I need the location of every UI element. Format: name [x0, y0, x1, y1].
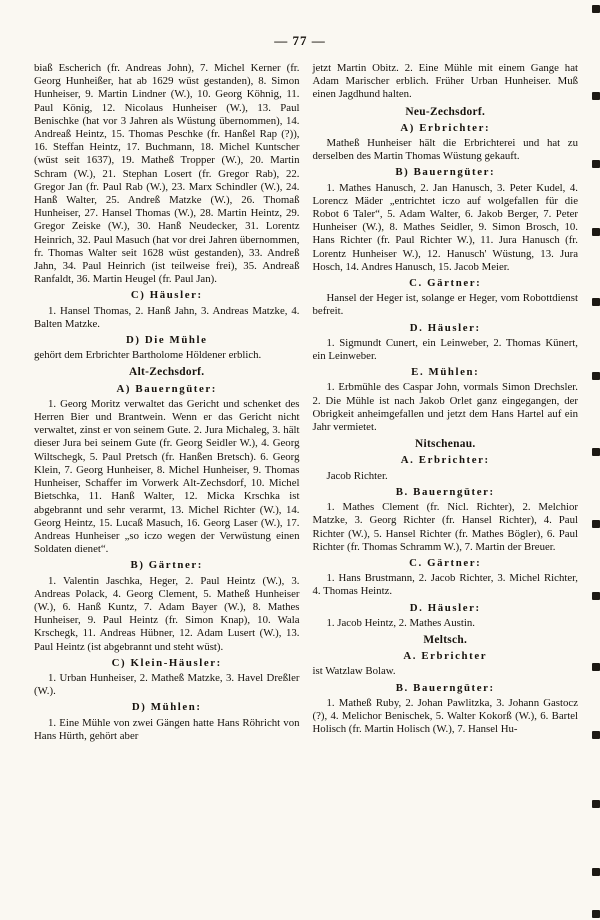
paragraph: 1. Mathes Clement (fr. Nicl. Richter), 2. Melchior Matzke, 3. Georg Richter (fr. Hansel Richter), 4. Paul Richter (W.), 5. Hansel Richter (fr. Mathes Bögler), 6. Paul Richter (fr. Thomas Schramm W.), 7. Martin der Breuer.	[312, 501, 578, 553]
sub-heading: D) Mühlen:	[131, 701, 202, 714]
sub-heading: D. Häusler:	[409, 321, 481, 334]
paragraph: 1. Sigmundt Cunert, ein Leinweber, 2. Thomas Künert, ein Leinweber.	[312, 336, 578, 363]
scan-artifact-mark	[592, 663, 600, 671]
sub-heading: D. Häusler:	[409, 601, 481, 614]
paragraph: Matheß Hunheiser hält die Erbrichterei und hat zu derselben des Martin Thomas Wüstung gekauft.	[312, 137, 578, 163]
right-column	[313, 62, 579, 743]
sub-heading: B) Bauerngüter:	[395, 166, 496, 179]
scan-artifact-mark	[592, 910, 600, 918]
scan-artifact-mark	[592, 228, 600, 236]
page-number: — 77 —	[274, 33, 326, 48]
paragraph: 1. Matheß Ruby, 2. Johan Pawlitzka, 3. Johann Gastocz (?), 4. Melichor Benischek, 5. Walter Kokorß (W.), 6. Bartel Holisch (fr. Martin Holisch (W.), 7. Hansel Hu-	[312, 696, 578, 736]
paragraph: 1. Hans Brustmann, 2. Jacob Richter, 3. Michel Richter, 4. Thomas Heintz.	[312, 572, 578, 598]
scan-artifact-mark	[592, 800, 600, 808]
paragraph: gehört dem Erbrichter Bartholome Höldener erblich.	[34, 349, 262, 362]
paragraph: 1. Erbmühle des Caspar John, vormals Simon Drechsler. 2. Die Mühle ist nach Jakob Orlet ganz eingegangen, der Obrigkeit anheimgefallen und jetzt dem Hans Hartel auf ein Jahr vermietet.	[312, 381, 578, 434]
paragraph: Jacob Richter.	[326, 469, 388, 482]
section-heading: Alt-Zechsdorf.	[129, 366, 205, 379]
sub-heading: A) Erbrichter:	[400, 121, 491, 134]
paragraph: jetzt Martin Obitz. 2. Eine Mühle mit einem Gange hat Adam Marischer erblich. Früher Urban Hunheiser. Muß einen Jagdhund halten.	[312, 62, 578, 101]
scan-artifact-mark	[592, 592, 600, 600]
paragraph: biaß Escherich (fr. Andreas John), 7. Michel Kerner (fr. Georg Hunheißer, hat ab 1629 wüst gestanden), 8. Simon Hunheiser, 9. Martin Lindner (W.), 10. Georg Köhnig, 11. Paul König, 12. Nicolaus Hunheiser (W.), 13. Paul Benischke (hat vor 3 Jahren als Wüstung übernommen), 14. Andreaß Heintz, 15. Thomas Peschke (fr. Hanßel Rap (?)), 16. Steffan Heintz, 17. Buchmann, 18. Michel Kuntscher (wüst seit 1637), 19. Matheß Tropper (W.), 20. Martin Schram (W.), 21. Stephan Losert (fr. Gregor Rab), 22. Gregor Jan (fr. Paul Rab (W.), 23. Marx Schindler (W.), 24. Hanß Walter, 25. Andreß Matzke (W.), 26. Thomaß Hunheiser, 27. Hansel Thomas (W.), 28. Martin Heintz, 29. Gregor Zeiske (W.), 30. Hanß Neudecker, 31. Lorentz Heinrich, 32. Paul Masuch (hat vor drei Jahren übernommen, fr. Thomas Walter seit 1628 wüst gestanden), 33. Andreß Jahn, 34. Paul Heinrich (ist teilweise frei), 35. Andreaß Ranfaldt, 36. Martin Heugel (fr. Paul Jan).	[34, 62, 300, 286]
text-columns	[0, 49, 600, 743]
paragraph: 1. Mathes Hanusch, 2. Jan Hanusch, 3. Peter Kudel, 4. Lorencz Mäder „entrichtet iczo auf wolgefallen für die Robot 6 Taler“, 5. Adam Walter, 6. Jakob Berger, 7. Peter Hunheiser (W.), 8. Mathes Seidler, 9. Simon Brosch, 10. Hans Richter (fr. Paul Richter W.), 11. Jura Hanusch (fr. Lorentz Hunheiser W.), 12. Hanusch' Wüstung, 13. Jura Hosch, 14. Andres Hanusch, 15. Jacob Meier.	[312, 181, 578, 273]
sub-heading: B. Bauerngüter:	[395, 485, 495, 498]
scan-artifact-mark	[592, 5, 600, 13]
scan-artifact-mark	[592, 448, 600, 456]
sub-heading: B) Gärtner:	[130, 559, 203, 572]
sub-heading: A) Bauerngüter:	[116, 382, 217, 395]
scan-artifact-mark	[592, 92, 600, 100]
section-heading: Neu-Zechsdorf.	[405, 105, 486, 118]
section-heading: Meltsch.	[423, 633, 468, 646]
paragraph: 1. Hansel Thomas, 2. Hanß Jahn, 3. Andreas Matzke, 4. Balten Matzke.	[34, 304, 300, 330]
paragraph: 1. Eine Mühle von zwei Gängen hatte Hans Röhricht von Hans Hürth, gehört aber	[34, 716, 300, 742]
scan-artifact-mark	[592, 731, 600, 739]
paragraph: Hansel der Heger ist, solange er Heger, vom Robottdienst befreit.	[312, 292, 578, 318]
paragraph: 1. Georg Moritz verwaltet das Gericht und schenket des Herren Bier und Brantwein. Wenn er das Gericht nicht verwaltet, zinst er von seinem Gute. 2. Jura Michaleg, 3. hält dieser Jura bei seinem Gute (fr. Georg Seidler W.), 4. Georg Wiltschegk, 5. Paul Pretsch (fr. Hanßen Bretsch). 6. Georg Klein, 7. Georg Hunheiser, 8. Michel Hunheiser, 9. Thomas Hunheiser, Schaffer im Vorwerk Alt-Zechsdorf, 10. Michel Bietschka, 11. Hanß Walter, 12. Micka Krschka ist abgebrannt und sehr verarmt, 13. Michel Richter (W.), 14. Georg Heintz, 15. Lucaß Masuch, 16. Georg Laser (W.), 17. Andreas Hunheiser „so iczo wegen der Verwüstung einen Soldaten dienet“.	[34, 397, 300, 556]
scan-artifact-mark	[592, 520, 600, 528]
paragraph: 1. Jacob Heintz, 2. Mathes Austin.	[326, 616, 475, 629]
sub-heading: E. Mühlen:	[411, 366, 480, 379]
left-column	[34, 62, 300, 743]
sub-heading: C. Gärtner:	[409, 556, 482, 569]
sub-heading: A. Erbrichter	[403, 650, 488, 663]
sub-heading: D) Die Mühle	[125, 334, 208, 347]
section-heading: Nitschenau.	[414, 438, 476, 451]
paragraph: 1. Urban Hunheiser, 2. Matheß Matzke, 3. Havel Dreßler (W.).	[34, 671, 300, 698]
scan-artifact-mark	[592, 868, 600, 876]
paragraph: ist Watzlaw Bolaw.	[312, 665, 396, 678]
scan-artifact-mark	[592, 298, 600, 306]
sub-heading: C. Gärtner:	[409, 277, 482, 290]
sub-heading: B. Bauerngüter:	[395, 681, 495, 694]
sub-heading: C) Klein-Häusler:	[111, 656, 222, 669]
sub-heading: A. Erbrichter:	[400, 454, 490, 467]
paragraph: 1. Valentin Jaschka, Heger, 2. Paul Heintz (W.), 3. Andreas Polack, 4. Georg Clement, 5. Matheß Hunheiser (W.), 6. Hanß Kuntz, 7. Adam Bayer (W.), 8. Mathes Hunheiser, 9. Paul Heintz (fr. Simon Knap), 10. Wala Krschegk, 11. Andreas Hübner, 12. Adam Lusert (W.), 13. Paul Heintz (ist abgebrannt und steht wüst).	[34, 574, 300, 653]
scan-artifact-mark	[592, 160, 600, 168]
scan-artifact-mark	[592, 372, 600, 380]
sub-heading: C) Häusler:	[130, 289, 203, 302]
